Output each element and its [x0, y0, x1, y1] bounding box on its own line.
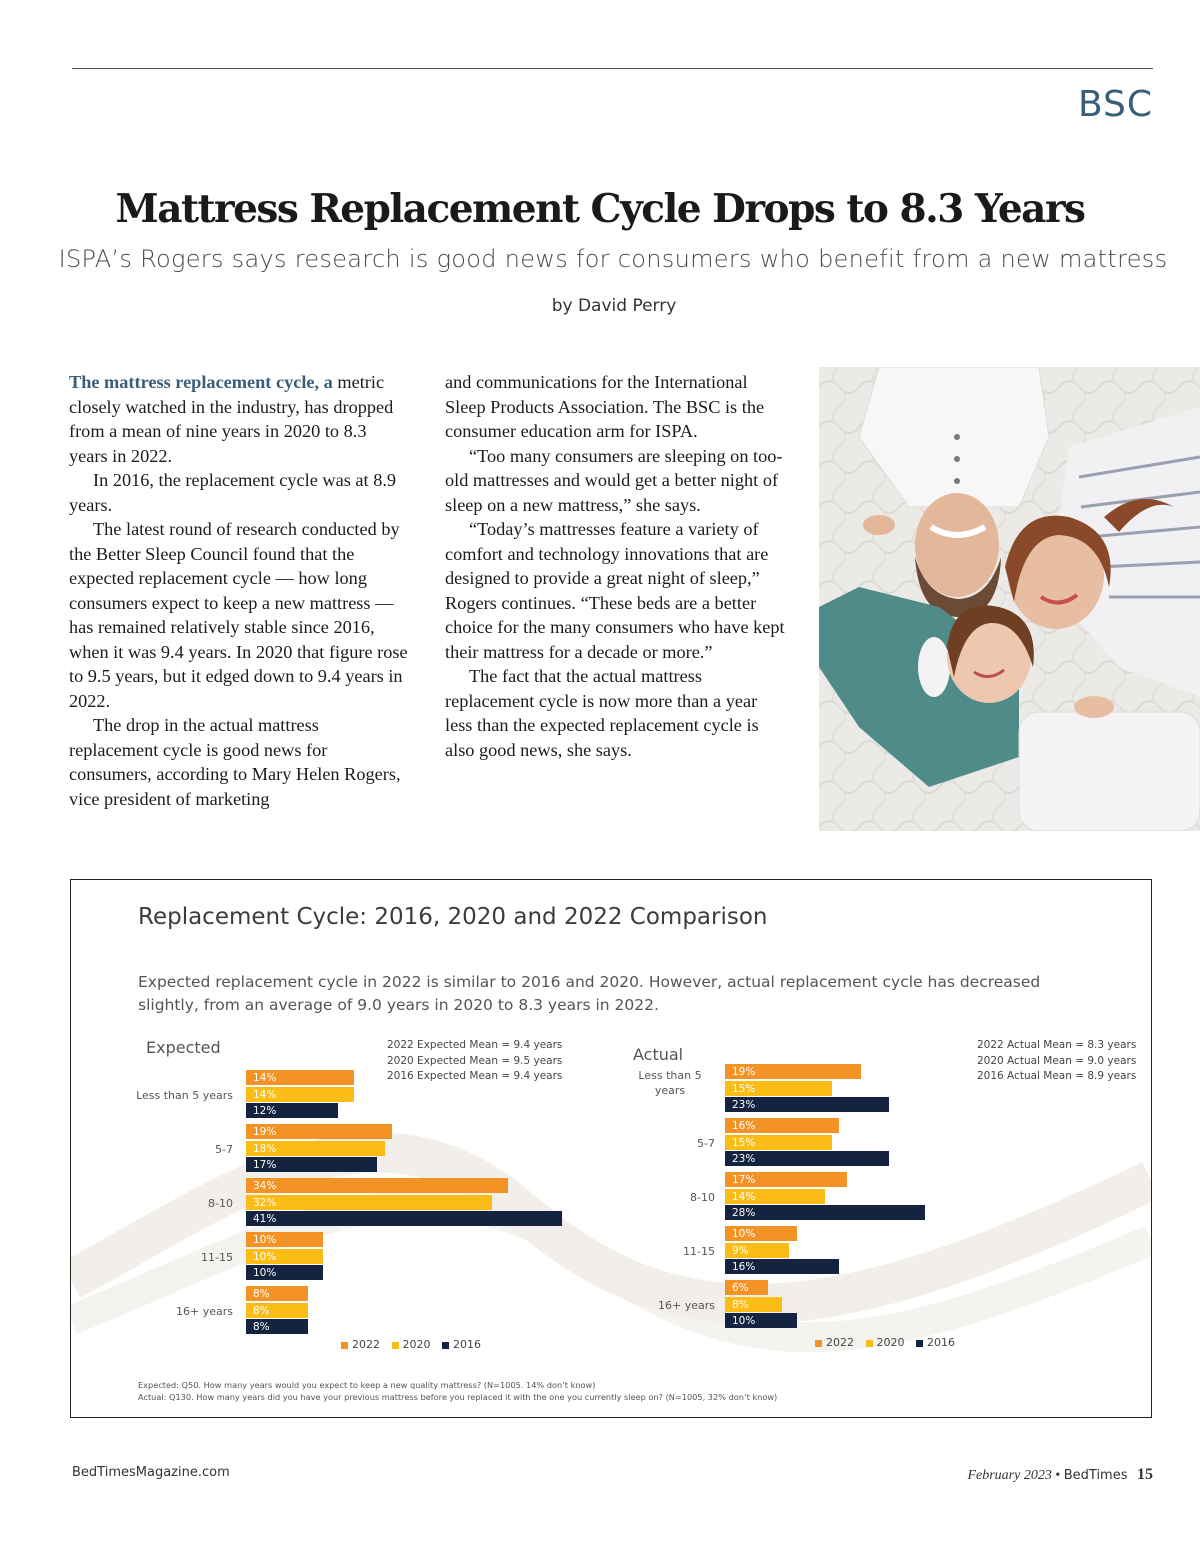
figure-subtitle: Expected replacement cycle in 2022 is similar to 2016 and 2020. However, actual replacement cycle has decreased slightly, from an average of 9.0 years in 2020 to 8.3 years in 2022. — [138, 973, 1041, 1014]
bar-value-label: 16% — [732, 1261, 756, 1273]
paragraph: The drop in the actual mattress replacement cycle is good news for consumers, according to Mary Helen Rogers, vice president of marketing — [69, 715, 401, 809]
bar-value-label: 8% — [253, 1304, 270, 1317]
bar-2020 — [725, 1297, 782, 1312]
expected-means — [387, 1038, 562, 1085]
magazine-name: BedTimes — [1063, 1468, 1128, 1483]
footnote: Actual: Q130. How many years did you have your previous mattress before you replaced it with the one you currently sleep on? (N=1005, 32% don’t know) — [138, 1392, 778, 1402]
bar-value-label: 10% — [732, 1228, 756, 1240]
paragraph: “Too many consumers are sleeping on too-old mattresses and would get a better night of sleep on a new mattress,” she says. — [445, 445, 783, 515]
bar-value-label: 18% — [253, 1142, 277, 1155]
bar-value-label: 10% — [253, 1234, 277, 1246]
category-label: 11-15 — [201, 1250, 233, 1264]
bar-value-label: 14% — [253, 1088, 277, 1101]
bar-value-label: 8% — [732, 1298, 749, 1311]
bar-value-label: 14% — [732, 1190, 756, 1203]
paragraph: The fact that the actual mattress replacement cycle is now more than a year less than the expected replacement cycle is also good news, she says. — [445, 666, 759, 760]
actual-panel-title: Actual — [633, 1045, 684, 1064]
paragraph-text: metric closely watched in the industry, has dropped from a mean of nine years in 2020 to 8.3 years in 2022. — [69, 372, 394, 466]
bar-value-label: 17% — [253, 1159, 277, 1171]
category-label: 8-10 — [690, 1190, 715, 1204]
issue-date: February 2023 — [967, 1468, 1052, 1483]
bar-2020 — [725, 1081, 832, 1096]
family-photo — [819, 367, 1200, 831]
category-label: 16+ years — [658, 1298, 715, 1312]
bar-2022 — [246, 1232, 323, 1247]
bar-value-label: 8% — [253, 1321, 270, 1333]
bar-value-label: 28% — [732, 1207, 756, 1219]
legend-item-2016: 2016 — [442, 1338, 481, 1351]
mean-label: 2022 Expected Mean = 9.4 years — [387, 1039, 563, 1051]
footer-website: BedTimesMagazine.com — [72, 1465, 230, 1480]
bar-value-label: 34% — [253, 1180, 277, 1192]
figure-title: Replacement Cycle: 2016, 2020 and 2022 Comparison — [138, 904, 768, 930]
bar-2016 — [246, 1319, 308, 1334]
bar-value-label: 17% — [732, 1174, 756, 1186]
page-number: 15 — [1137, 1466, 1153, 1483]
bar-2016 — [725, 1259, 839, 1274]
expected-legend — [341, 1338, 489, 1351]
paragraph: In 2016, the replacement cycle was at 8.9 years. — [69, 470, 397, 515]
bar-2022 — [246, 1286, 308, 1301]
mean-label: 2016 Expected Mean = 9.4 years — [387, 1070, 563, 1082]
mean-label: 2022 Actual Mean = 8.3 years — [977, 1039, 1137, 1051]
bar-2020 — [725, 1189, 825, 1204]
subhead: ISPA’s Rogers says research is good news for consumers who benefit from a new mattress — [58, 245, 1168, 273]
bar-2016 — [246, 1211, 562, 1226]
bar-value-label: 14% — [253, 1072, 277, 1084]
bar-2020 — [246, 1141, 385, 1156]
bar-value-label: 19% — [732, 1066, 756, 1078]
bar-2020 — [725, 1243, 789, 1258]
byline: by David Perry — [551, 296, 677, 316]
paragraph: and communications for the International Sleep Products Association. The BSC is the consumer education arm for ISPA. — [445, 372, 765, 441]
bar-2020 — [725, 1135, 832, 1150]
bar-2022 — [725, 1226, 797, 1241]
mean-label: 2020 Expected Mean = 9.5 years — [387, 1054, 563, 1067]
legend-item-2022: 2022 — [341, 1338, 380, 1351]
bar-2016 — [725, 1205, 925, 1220]
actual-legend — [815, 1336, 963, 1349]
bar-value-label: 12% — [253, 1105, 277, 1117]
category-label: 11-15 — [683, 1244, 715, 1258]
mean-label: 2020 Actual Mean = 9.0 years — [977, 1054, 1137, 1067]
mean-label: 2016 Actual Mean = 8.9 years — [977, 1070, 1137, 1082]
bar-value-label: 10% — [732, 1315, 756, 1327]
category-label: 5-7 — [697, 1136, 715, 1150]
bar-2016 — [725, 1151, 889, 1166]
bar-value-label: 10% — [253, 1267, 277, 1279]
headline: Mattress Replacement Cycle Drops to 8.3 Years — [115, 186, 1085, 232]
bar-2020 — [246, 1249, 323, 1264]
actual-means — [977, 1038, 1136, 1085]
bar-value-label: 23% — [732, 1099, 756, 1111]
bar-2020 — [246, 1303, 308, 1318]
bar-2022 — [725, 1064, 861, 1079]
article-column-1 — [69, 370, 409, 811]
category-label: Less than 5 years — [638, 1069, 702, 1097]
legend-item-2020: 2020 — [392, 1338, 431, 1351]
category-label: Less than 5 years — [136, 1088, 233, 1102]
legend-item-2020: 2020 — [866, 1336, 905, 1349]
section-tag: BSC — [1077, 84, 1153, 125]
bar-2016 — [725, 1097, 889, 1112]
bar-value-label: 19% — [253, 1126, 277, 1138]
footer-folio — [967, 1466, 1153, 1484]
bar-value-label: 32% — [253, 1196, 277, 1209]
bar-value-label: 15% — [732, 1136, 756, 1149]
bar-value-label: 9% — [732, 1244, 749, 1257]
bar-value-label: 10% — [253, 1250, 277, 1263]
bar-value-label: 6% — [732, 1282, 749, 1294]
lead-in: The mattress replacement cycle, a — [69, 372, 333, 392]
bar-value-label: 16% — [732, 1120, 756, 1132]
bar-2016 — [246, 1103, 338, 1118]
separator: • — [1055, 1468, 1061, 1483]
category-label: 8-10 — [208, 1196, 233, 1210]
bar-2022 — [246, 1178, 508, 1193]
replacement-cycle-figure — [70, 879, 1152, 1418]
bar-value-label: 15% — [732, 1082, 756, 1095]
category-label: 16+ years — [176, 1304, 233, 1318]
footnote: Expected: Q50. How many years would you expect to keep a new quality mattress? (N=1005. 14% don’t know) — [138, 1380, 596, 1390]
top-rule — [72, 68, 1153, 69]
bar-value-label: 23% — [732, 1153, 756, 1165]
bar-2022 — [725, 1280, 768, 1295]
bar-2020 — [246, 1195, 492, 1210]
category-label: 5-7 — [215, 1142, 233, 1156]
paragraph: “Today’s mattresses feature a variety of comfort and technology innovations that are designed to provide a great night of sleep,” Rogers continues. “These beds are a better choice for the many consumers who have kept their mattress for a decade or more.” — [445, 519, 785, 662]
article-column-2 — [445, 370, 785, 762]
bar-2020 — [246, 1087, 354, 1102]
bar-2022 — [246, 1070, 354, 1085]
figure-footnotes — [138, 1379, 777, 1403]
legend-item-2016: 2016 — [916, 1336, 955, 1349]
bar-value-label: 41% — [253, 1213, 277, 1225]
bar-2022 — [725, 1172, 847, 1187]
paragraph: The latest round of research conducted by the Better Sleep Council found that the expected replacement cycle — how long consumers expect to keep a new mattress — has remained relatively stable since 2016, when it was 9.4 years. In 2020 that figure rose to 9.5 years, but it edged down to 9.4 years in 2022. — [69, 519, 408, 711]
family-photo-illustration — [819, 367, 1200, 831]
bar-value-label: 8% — [253, 1288, 270, 1300]
bar-2022 — [246, 1124, 392, 1139]
expected-panel-title: Expected — [146, 1038, 221, 1057]
bar-2016 — [246, 1265, 323, 1280]
bar-2022 — [725, 1118, 839, 1133]
paragraph — [69, 370, 409, 468]
bar-2016 — [246, 1157, 377, 1172]
bar-2016 — [725, 1313, 797, 1328]
figure-background-waves — [71, 880, 1151, 1417]
legend-item-2022: 2022 — [815, 1336, 854, 1349]
